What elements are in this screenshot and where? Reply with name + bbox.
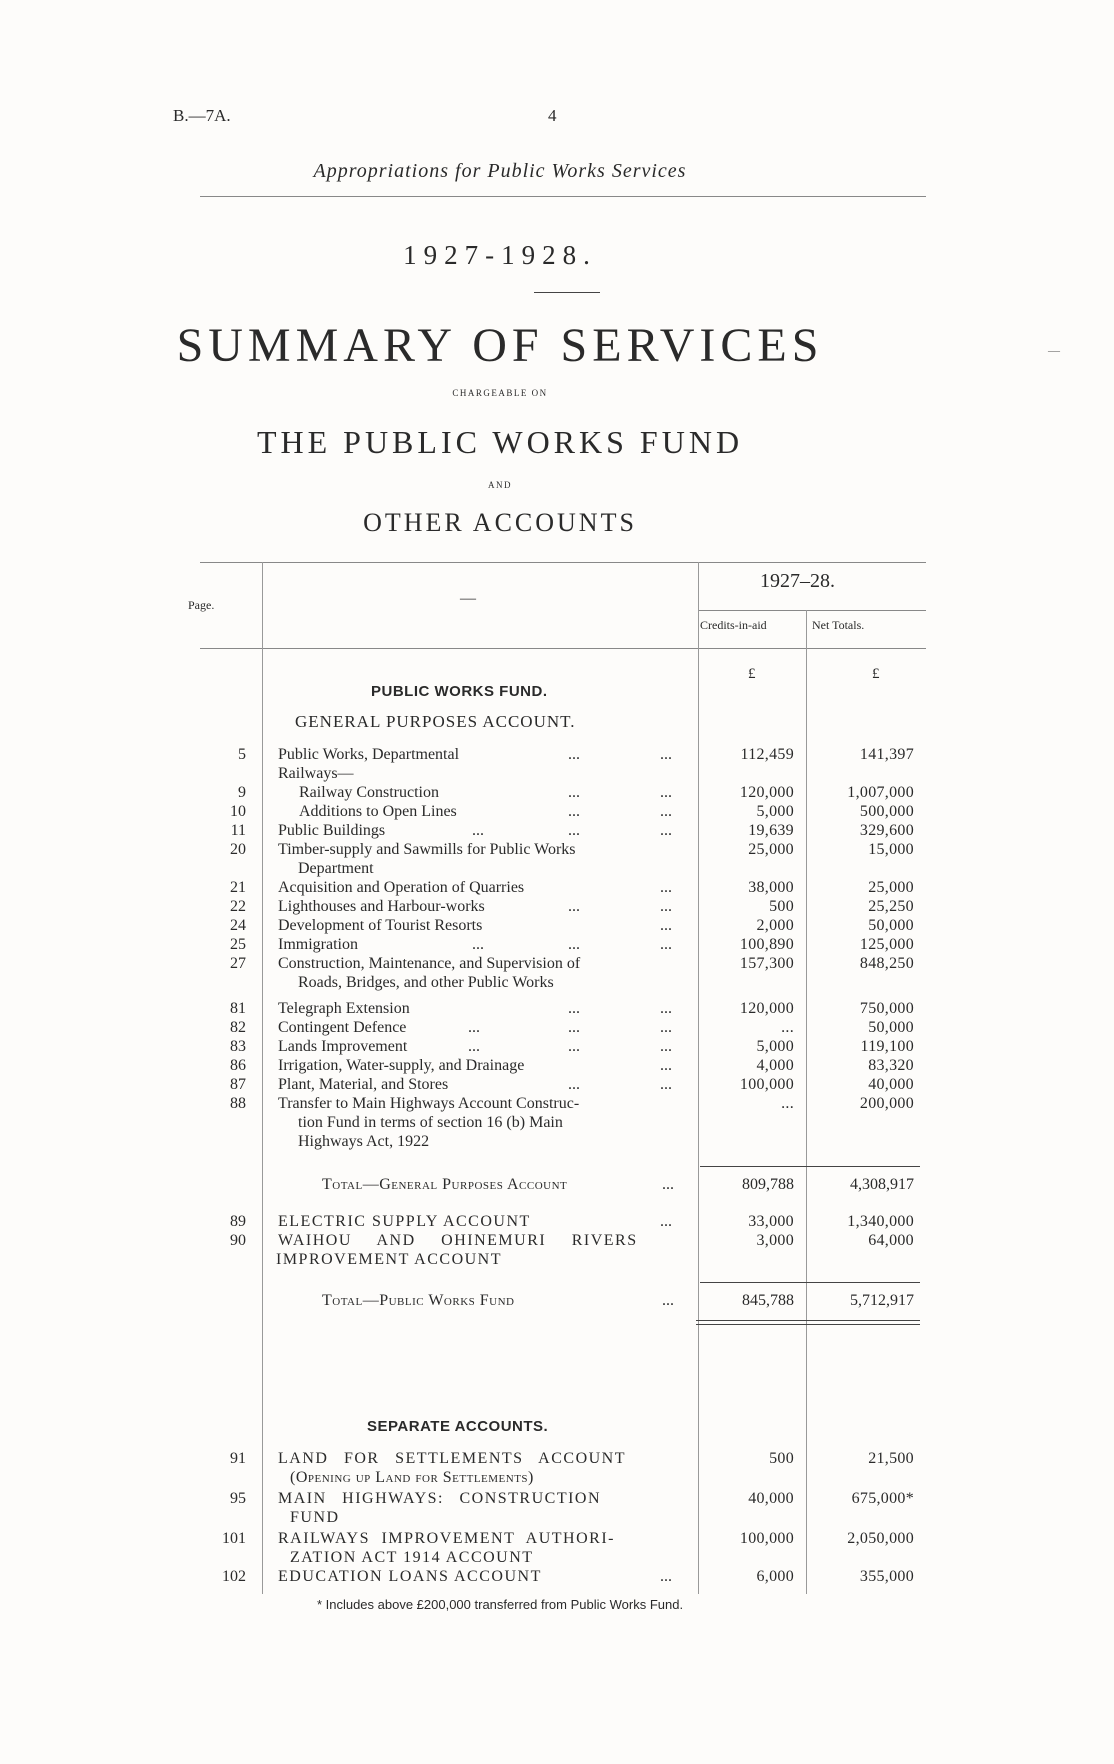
net-column-header: Net Totals.: [812, 618, 865, 632]
row-net-total: 15,000: [868, 841, 914, 858]
leader-dots: ...: [472, 936, 484, 953]
table-row: [0, 1057, 1000, 1077]
row-description-continued: FUND: [290, 1509, 340, 1526]
leader-dots: ...: [568, 746, 580, 763]
row-description: EDUCATION LOANS ACCOUNT: [278, 1568, 542, 1585]
row-description: Contingent Defence: [278, 1019, 407, 1036]
chargeable-label: CHARGEABLE ON: [452, 388, 548, 398]
row-description: Railways—: [278, 765, 354, 782]
total-public-works-fund-net: 5,712,917: [850, 1292, 914, 1309]
row-page: 86: [230, 1057, 246, 1074]
leader-dots: ...: [568, 1076, 580, 1093]
leader-dots: ...: [660, 917, 672, 934]
row-net-total: 25,250: [868, 898, 914, 915]
row-description: WAIHOU AND OHINEMURI RIVERS: [278, 1232, 638, 1249]
leader-dots: ...: [660, 1213, 672, 1230]
row-page: 25: [230, 936, 246, 953]
leader-dots: ...: [568, 1019, 580, 1036]
row-credits: 500: [769, 898, 794, 915]
table-row: [0, 1076, 1000, 1096]
row-page: 87: [230, 1076, 246, 1093]
row-page: 21: [230, 879, 246, 896]
row-credits: 120,000: [739, 784, 794, 801]
row-net-total: 64,000: [868, 1232, 914, 1249]
main-title: SUMMARY OF SERVICES: [176, 319, 824, 372]
row-description: Additions to Open Lines: [299, 803, 457, 820]
table-row: [0, 1213, 1000, 1233]
leader-dots: ...: [568, 1000, 580, 1017]
table-row: [0, 1095, 1000, 1115]
table-header-rule: [200, 648, 926, 649]
total-public-works-fund-label: Total—Public Works Fund: [322, 1292, 515, 1309]
row-credits: ...: [781, 1095, 794, 1112]
row-description: Immigration: [278, 936, 358, 953]
row-net-total: 848,250: [859, 955, 914, 972]
table-row: [0, 879, 1000, 899]
row-net-total: 125,000: [859, 936, 914, 953]
row-net-total: 200,000: [859, 1095, 914, 1112]
row-page: 101: [222, 1530, 246, 1547]
row-page: 24: [230, 917, 246, 934]
row-credits: 5,000: [756, 1038, 794, 1055]
page-column-header: Page.: [188, 598, 215, 612]
total-public-works-fund-credits: 845,788: [742, 1292, 794, 1309]
row-credits: 100,000: [739, 1530, 794, 1547]
fiscal-year: 1927-1928.: [403, 240, 597, 270]
row-credits: 500: [769, 1450, 794, 1467]
year-column-header: 1927–28.: [760, 570, 835, 592]
row-description-continued: Highways Act, 1922: [298, 1133, 430, 1150]
public-works-fund-heading: PUBLIC WORKS FUND.: [371, 683, 548, 700]
table-row: [0, 1232, 1000, 1252]
leader-dots: ...: [568, 822, 580, 839]
row-page: 90: [230, 1232, 246, 1249]
row-page: 22: [230, 898, 246, 915]
table-row: [0, 803, 1000, 823]
row-credits: 6,000: [756, 1568, 794, 1585]
table-row: [0, 1530, 1000, 1550]
leader-dots: ...: [568, 898, 580, 915]
row-description: Public Works, Departmental: [278, 746, 460, 763]
row-credits: 3,000: [756, 1232, 794, 1249]
leader-dots: ...: [662, 1292, 674, 1309]
row-description-continued: ZATION ACT 1914 ACCOUNT: [290, 1549, 534, 1566]
general-purposes-heading: GENERAL PURPOSES ACCOUNT.: [295, 712, 576, 731]
row-page: 83: [230, 1038, 246, 1055]
table-row: [0, 1019, 1000, 1039]
leader-dots: ...: [660, 822, 672, 839]
table-row: [0, 955, 1000, 975]
row-net-total: 329,600: [859, 822, 914, 839]
leader-dots: ...: [568, 936, 580, 953]
row-page: 9: [238, 784, 246, 801]
row-credits: 2,000: [756, 917, 794, 934]
row-credits: 157,300: [739, 955, 794, 972]
row-description: Development of Tourist Resorts: [278, 917, 483, 934]
row-credits: 5,000: [756, 803, 794, 820]
table-row: [0, 841, 1000, 861]
row-page: 91: [230, 1450, 246, 1467]
row-credits: 19,639: [748, 822, 794, 839]
row-credits: 40,000: [748, 1490, 794, 1507]
row-page: 89: [230, 1213, 246, 1230]
net-currency: £: [872, 666, 880, 682]
row-description: Acquisition and Operation of Quarries: [278, 879, 525, 896]
leader-dots: ...: [660, 1057, 672, 1074]
leader-dots: ...: [660, 898, 672, 915]
row-net-total: 21,500: [868, 1450, 914, 1467]
row-page: 20: [230, 841, 246, 858]
row-credits: 112,459: [740, 746, 794, 763]
table-row: [0, 898, 1000, 918]
leader-dots: ...: [660, 936, 672, 953]
year-subheader-rule: [698, 610, 926, 611]
leader-dots: ...: [568, 803, 580, 820]
table-row: [0, 1038, 1000, 1058]
row-page: 95: [230, 1490, 246, 1507]
row-credits: 33,000: [748, 1213, 794, 1230]
row-page: 82: [230, 1019, 246, 1036]
table-row: [0, 784, 1000, 804]
row-description-continued: Department: [298, 860, 374, 877]
subtotal-rule: [700, 1282, 920, 1283]
row-page: 102: [222, 1568, 246, 1585]
total-general-purposes-net: 4,308,917: [850, 1176, 914, 1193]
leader-dots: ...: [468, 1038, 480, 1055]
table-row: [0, 936, 1000, 956]
row-description-continued: IMPROVEMENT ACCOUNT: [276, 1251, 502, 1268]
row-credits: 120,000: [739, 1000, 794, 1017]
row-description-continued: Roads, Bridges, and other Public Works: [298, 974, 554, 991]
row-description: Lands Improvement: [278, 1038, 408, 1055]
other-accounts-title: OTHER ACCOUNTS: [363, 508, 637, 537]
row-net-total: 25,000: [868, 879, 914, 896]
leader-dots: ...: [660, 1038, 672, 1055]
row-description: ELECTRIC SUPPLY ACCOUNT: [278, 1213, 531, 1230]
leader-dots: ...: [660, 784, 672, 801]
row-net-total: 50,000: [868, 917, 914, 934]
leader-dots: ...: [660, 1076, 672, 1093]
leader-dots: ...: [568, 784, 580, 801]
row-net-total: 50,000: [868, 1019, 914, 1036]
row-page: 10: [230, 803, 246, 820]
row-description: Plant, Material, and Stores: [278, 1076, 449, 1093]
row-net-total: 83,320: [868, 1057, 914, 1074]
row-net-total: 355,000: [859, 1568, 914, 1585]
row-description: Construction, Maintenance, and Supervision of: [278, 955, 581, 972]
subtotal-rule: [700, 1166, 920, 1167]
row-net-total: 675,000*: [851, 1490, 914, 1507]
table-row: [0, 1490, 1000, 1510]
row-page: 5: [238, 746, 246, 763]
row-description-continued: (Opening up Land for Settlements): [290, 1469, 534, 1486]
header-rule: [200, 196, 926, 197]
separate-accounts-heading: SEPARATE ACCOUNTS.: [367, 1418, 549, 1435]
leader-dots: ...: [660, 1000, 672, 1017]
row-page: 11: [230, 822, 246, 839]
row-description: LAND FOR SETTLEMENTS ACCOUNT: [278, 1450, 627, 1467]
row-description: Timber-supply and Sawmills for Public Works: [278, 841, 576, 858]
leader-dots: ...: [660, 803, 672, 820]
leader-dots: ...: [662, 1176, 674, 1193]
grand-total-double-rule: [696, 1320, 920, 1325]
row-credits: 100,000: [739, 1076, 794, 1093]
table-row: [0, 1450, 1000, 1470]
leader-dots: ...: [660, 879, 672, 896]
credits-currency: £: [748, 666, 756, 682]
row-credits: ...: [781, 1019, 794, 1036]
table-row: [0, 1568, 1000, 1588]
row-page: 88: [230, 1095, 246, 1112]
footnote: * Includes above £200,000 transferred from Public Works Fund.: [316, 1597, 684, 1612]
row-net-total: 1,340,000: [847, 1213, 914, 1230]
page-number: 4: [548, 106, 557, 125]
row-description-continued: tion Fund in terms of section 16 (b) Main: [298, 1114, 563, 1131]
row-description: Railway Construction: [299, 784, 439, 801]
total-general-purposes-credits: 809,788: [742, 1176, 794, 1193]
row-net-total: 119,100: [860, 1038, 914, 1055]
row-credits: 4,000: [756, 1057, 794, 1074]
row-credits: 25,000: [748, 841, 794, 858]
credits-column-header: Credits-in-aid: [700, 618, 767, 632]
row-description: Irrigation, Water-supply, and Drainage: [278, 1057, 525, 1074]
table-row: [0, 1000, 1000, 1020]
leader-dots: ...: [472, 822, 484, 839]
row-description: Transfer to Main Highways Account Construc-: [278, 1095, 580, 1112]
row-net-total: 2,050,000: [847, 1530, 914, 1547]
description-column-header: —: [460, 590, 476, 607]
row-description: Telegraph Extension: [278, 1000, 410, 1017]
row-description: Public Buildings: [278, 822, 386, 839]
title-rule: [534, 292, 600, 293]
row-credits: 100,890: [739, 936, 794, 953]
row-description: Lighthouses and Harbour-works: [278, 898, 485, 915]
stray-mark: —: [1048, 343, 1060, 357]
leader-dots: ...: [660, 1019, 672, 1036]
row-net-total: 500,000: [859, 803, 914, 820]
row-credits: 38,000: [748, 879, 794, 896]
row-net-total: 141,397: [859, 746, 914, 763]
leader-dots: ...: [660, 1568, 672, 1585]
fund-title: THE PUBLIC WORKS FUND: [256, 424, 744, 460]
total-general-purposes-label: Total—General Purposes Account: [322, 1176, 568, 1193]
document-reference: B.—7A.: [173, 106, 231, 125]
table-row: [0, 917, 1000, 937]
row-description: MAIN HIGHWAYS: CONSTRUCTION: [278, 1490, 602, 1507]
row-description: RAILWAYS IMPROVEMENT AUTHORI-: [278, 1530, 615, 1547]
row-net-total: 750,000: [859, 1000, 914, 1017]
table-row: [0, 765, 1000, 785]
table-top-rule: [200, 562, 926, 563]
table-row: [0, 822, 1000, 842]
running-title: Appropriations for Public Works Services: [313, 160, 687, 182]
leader-dots: ...: [568, 1038, 580, 1055]
row-page: 27: [230, 955, 246, 972]
leader-dots: ...: [660, 746, 672, 763]
row-page: 81: [230, 1000, 246, 1017]
table-row: [0, 746, 1000, 766]
leader-dots: ...: [468, 1019, 480, 1036]
row-net-total: 1,007,000: [847, 784, 914, 801]
row-net-total: 40,000: [868, 1076, 914, 1093]
and-label: AND: [488, 480, 512, 490]
